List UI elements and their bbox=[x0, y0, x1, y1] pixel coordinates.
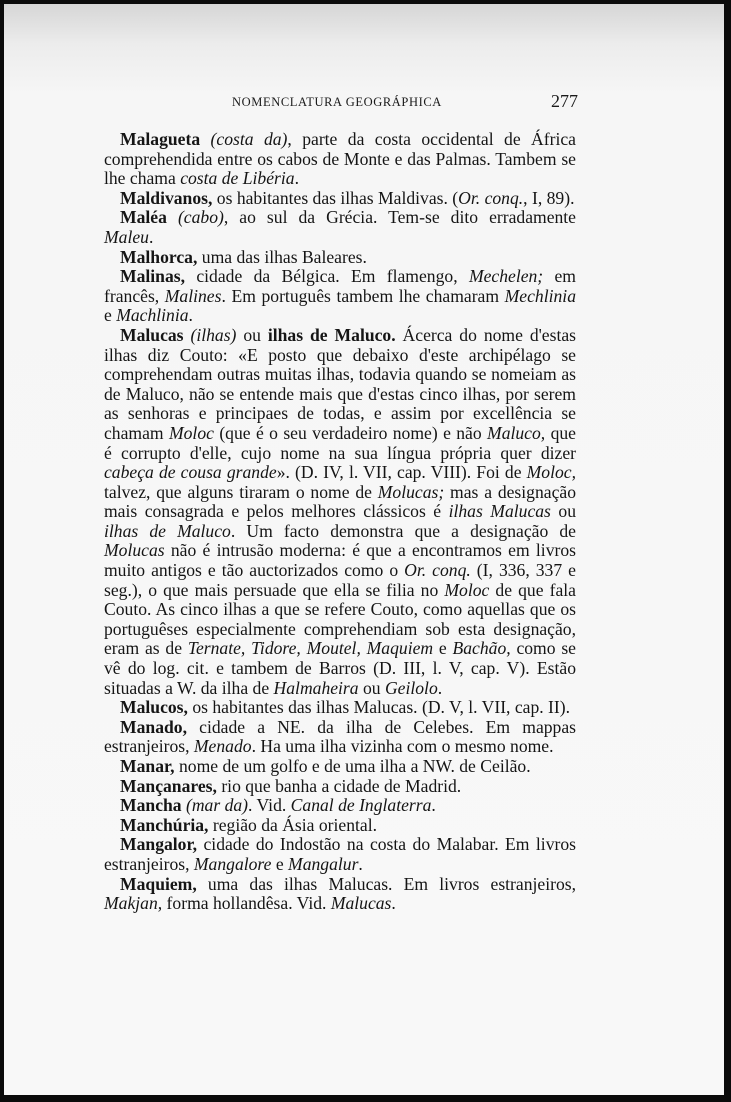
entry-text: Malines bbox=[164, 285, 222, 306]
entry-text: Maluco, bbox=[487, 422, 546, 443]
entry-text: Ácerca do nome d'estas ilhas diz Couto: «E posto que debaixo d'este archipélago se comprehendam outras muitas ilhas, todavia quando se nomeiam as de Maluco, não se entende mais que d'estas cinco ilhas, por serem as senhoras e principaes de todas, e assim por excellência se chamam bbox=[104, 324, 576, 443]
entry-text: (que é o seu verdadeiro nome) e não bbox=[213, 422, 488, 443]
entry-text: Halmaheira bbox=[273, 677, 359, 698]
entry-headword: Manar, bbox=[120, 756, 175, 776]
entry-text: Moloc bbox=[168, 422, 214, 443]
entry-text: Molucas bbox=[104, 540, 165, 561]
entry-text: e bbox=[104, 305, 117, 326]
entry-text: . bbox=[391, 893, 396, 914]
entry-text: (mar da) bbox=[185, 795, 249, 816]
entry-headword: Mancha bbox=[120, 795, 182, 816]
entry-text: cabeça de cousa grande bbox=[104, 462, 277, 483]
gazetteer-entry bbox=[104, 208, 576, 247]
entry-text: . bbox=[431, 795, 436, 816]
entry-headword: Malagueta bbox=[120, 129, 201, 149]
entry-text: . Em português tambem lhe chamaram bbox=[221, 285, 505, 306]
entry-text: cidade a NE. da ilha de Celebes. Em mappas estranjeiros, bbox=[104, 716, 576, 757]
running-title: NOMENCLATURA GEOGRÁPHICA bbox=[232, 95, 442, 109]
entry-text: Menado bbox=[193, 736, 252, 757]
entry-text: , ao sul da Grécia. Tem-se dito erradamente bbox=[223, 207, 576, 228]
entry-text: . Vid. bbox=[248, 795, 291, 816]
entry-text: Canal de Inglaterra bbox=[290, 795, 432, 816]
entry-text: Molucas; bbox=[377, 481, 445, 502]
entry-text: . Ha uma ilha vizinha com o mesmo nome. bbox=[251, 736, 554, 757]
entry-text: (I, 336, 337 e seg.), o que mais persuade que ella se filia no bbox=[104, 560, 576, 600]
entry-headword: Mangalor, bbox=[120, 834, 198, 855]
gazetteer-entry bbox=[104, 816, 576, 836]
entry-text: uma das ilhas Malucas. Em livros estranjeiros, bbox=[196, 873, 576, 894]
entry-text: , parte da costa occidental de África comprehendida entre os cabos de Monte e das Palmas. Tambem se lhe chama bbox=[104, 129, 576, 189]
entry-headword: Malhorca, bbox=[120, 246, 198, 267]
entry-headword: Malucas bbox=[120, 324, 184, 345]
entry-text: talvez, que alguns tiraram o nome de bbox=[104, 481, 378, 502]
entry-text: Mechelen; bbox=[468, 266, 544, 287]
gazetteer-entry bbox=[104, 835, 576, 874]
entry-text: . bbox=[358, 853, 363, 874]
entry-text: os habitantes das ilhas Malucas. (D. V, l. VII, cap. II). bbox=[187, 697, 571, 718]
gazetteer-entry bbox=[104, 757, 576, 777]
entry-text: Bachão, bbox=[452, 638, 511, 659]
entry-text bbox=[167, 207, 178, 227]
entry-text: forma hollandêsa. Vid. bbox=[162, 893, 331, 914]
entry-headword: Maléa bbox=[120, 207, 167, 228]
entry-text: e bbox=[433, 638, 453, 659]
entry-text: Moloc bbox=[444, 579, 490, 600]
entry-text: Or. conq. bbox=[404, 560, 471, 581]
entry-text: . Um facto demonstra que a designação de bbox=[230, 520, 576, 541]
entry-text: como se vê do log. cit. e tambem de Barros (D. III, l. V, cap. V). Estão situadas a W. da ilha de bbox=[104, 638, 576, 698]
running-header bbox=[232, 91, 578, 111]
gazetteer-entry bbox=[104, 248, 576, 268]
entry-text: que é corrupto d'elle, cujo nome na sua língua própria quer dizer bbox=[104, 422, 576, 463]
entry-text: ilhas Malucas bbox=[448, 501, 551, 522]
entry-text: nome de um golfo e de uma ilha a NW. de Ceilão. bbox=[174, 756, 531, 776]
entry-text: uma das ilhas Baleares. bbox=[197, 246, 367, 267]
entry-text: . bbox=[148, 226, 154, 247]
entry-text: cidade do Indostão na costa do Malabar. Em livros estranjeiros, bbox=[104, 834, 576, 874]
gazetteer-entry bbox=[104, 326, 576, 698]
entry-text: Machlinia bbox=[116, 305, 189, 326]
gazetteer-entry bbox=[104, 267, 576, 326]
entry-text: Mangalore bbox=[193, 853, 272, 874]
entry-text: Malucas bbox=[330, 893, 392, 914]
book-page bbox=[4, 4, 724, 1095]
entry-text: mas a designação mais consagrada e pelos melhores clássicos é bbox=[104, 481, 576, 522]
gazetteer-entry bbox=[104, 777, 576, 797]
page-number: 277 bbox=[551, 91, 578, 111]
entry-text: ou bbox=[236, 324, 268, 345]
entry-headword: Manado, bbox=[120, 716, 187, 737]
entry-headword: Maquiem, bbox=[120, 873, 197, 894]
entry-text: não é intrusão moderna: é que a encontramos em livros muito antigos e tão auctorizados como o bbox=[104, 540, 576, 581]
entry-text: . bbox=[188, 305, 193, 326]
entry-text: , I, 89). bbox=[523, 187, 575, 208]
entry-text: rio que banha a cidade de Madrid. bbox=[216, 775, 462, 796]
gazetteer-entry bbox=[104, 130, 576, 189]
entry-headword: Manchúria, bbox=[120, 814, 209, 835]
entry-text: ou bbox=[358, 677, 385, 698]
entry-text: ou bbox=[550, 501, 576, 522]
entry-text: Makjan, bbox=[104, 893, 163, 914]
entry-text: de que fala Couto. As cinco ilhas a que se refere Couto, como aquellas que os portuguêses especialmente comprehendiam sob esta designação, eram as de bbox=[104, 579, 576, 659]
entry-text: (costa da) bbox=[210, 129, 288, 149]
entry-text: em francês, bbox=[104, 266, 576, 306]
entry-text: ilhas de Maluco. bbox=[267, 324, 396, 345]
entry-text: (cabo) bbox=[177, 207, 224, 228]
entry-text: cidade da Bélgica. Em flamengo, bbox=[185, 266, 469, 287]
gazetteer-entry bbox=[104, 796, 576, 816]
gazetteer-entry bbox=[104, 189, 576, 209]
entry-text: ». (D. IV, l. VII, cap. VIII). Foi de bbox=[276, 462, 527, 483]
entry-headword: Mançanares, bbox=[120, 775, 217, 796]
entry-text: Maleu bbox=[104, 226, 149, 247]
gazetteer-entry bbox=[104, 875, 576, 914]
entry-text: (ilhas) bbox=[190, 324, 237, 345]
entry-text: Moloc, bbox=[526, 462, 577, 483]
entry-headword: Malinas, bbox=[120, 266, 186, 287]
entry-text: Or. conq. bbox=[458, 187, 524, 208]
entry-headword: Malucos, bbox=[120, 697, 188, 718]
entry-text: região da Ásia oriental. bbox=[208, 814, 378, 835]
entry-text: e bbox=[271, 853, 289, 874]
entry-text: ilhas de Maluco bbox=[104, 520, 231, 541]
entry-text: Mangalur bbox=[288, 853, 359, 874]
entry-text bbox=[200, 129, 210, 149]
entry-text: os habitantes das ilhas Maldivas. ( bbox=[212, 187, 459, 208]
entry-text: . bbox=[437, 677, 443, 698]
gazetteer-entry bbox=[104, 698, 576, 718]
entry-headword: Maldivanos, bbox=[120, 187, 213, 208]
entry-text: . bbox=[294, 168, 299, 189]
entry-text: costa de Libéria bbox=[180, 168, 295, 189]
entry-text: Mechlinia bbox=[504, 285, 576, 306]
gazetteer-entry bbox=[104, 718, 576, 757]
dictionary-text bbox=[104, 130, 576, 914]
entry-text: Ternate, Tidore, Moutel, Maquiem bbox=[187, 638, 434, 659]
entry-text: Geilolo bbox=[384, 677, 438, 698]
